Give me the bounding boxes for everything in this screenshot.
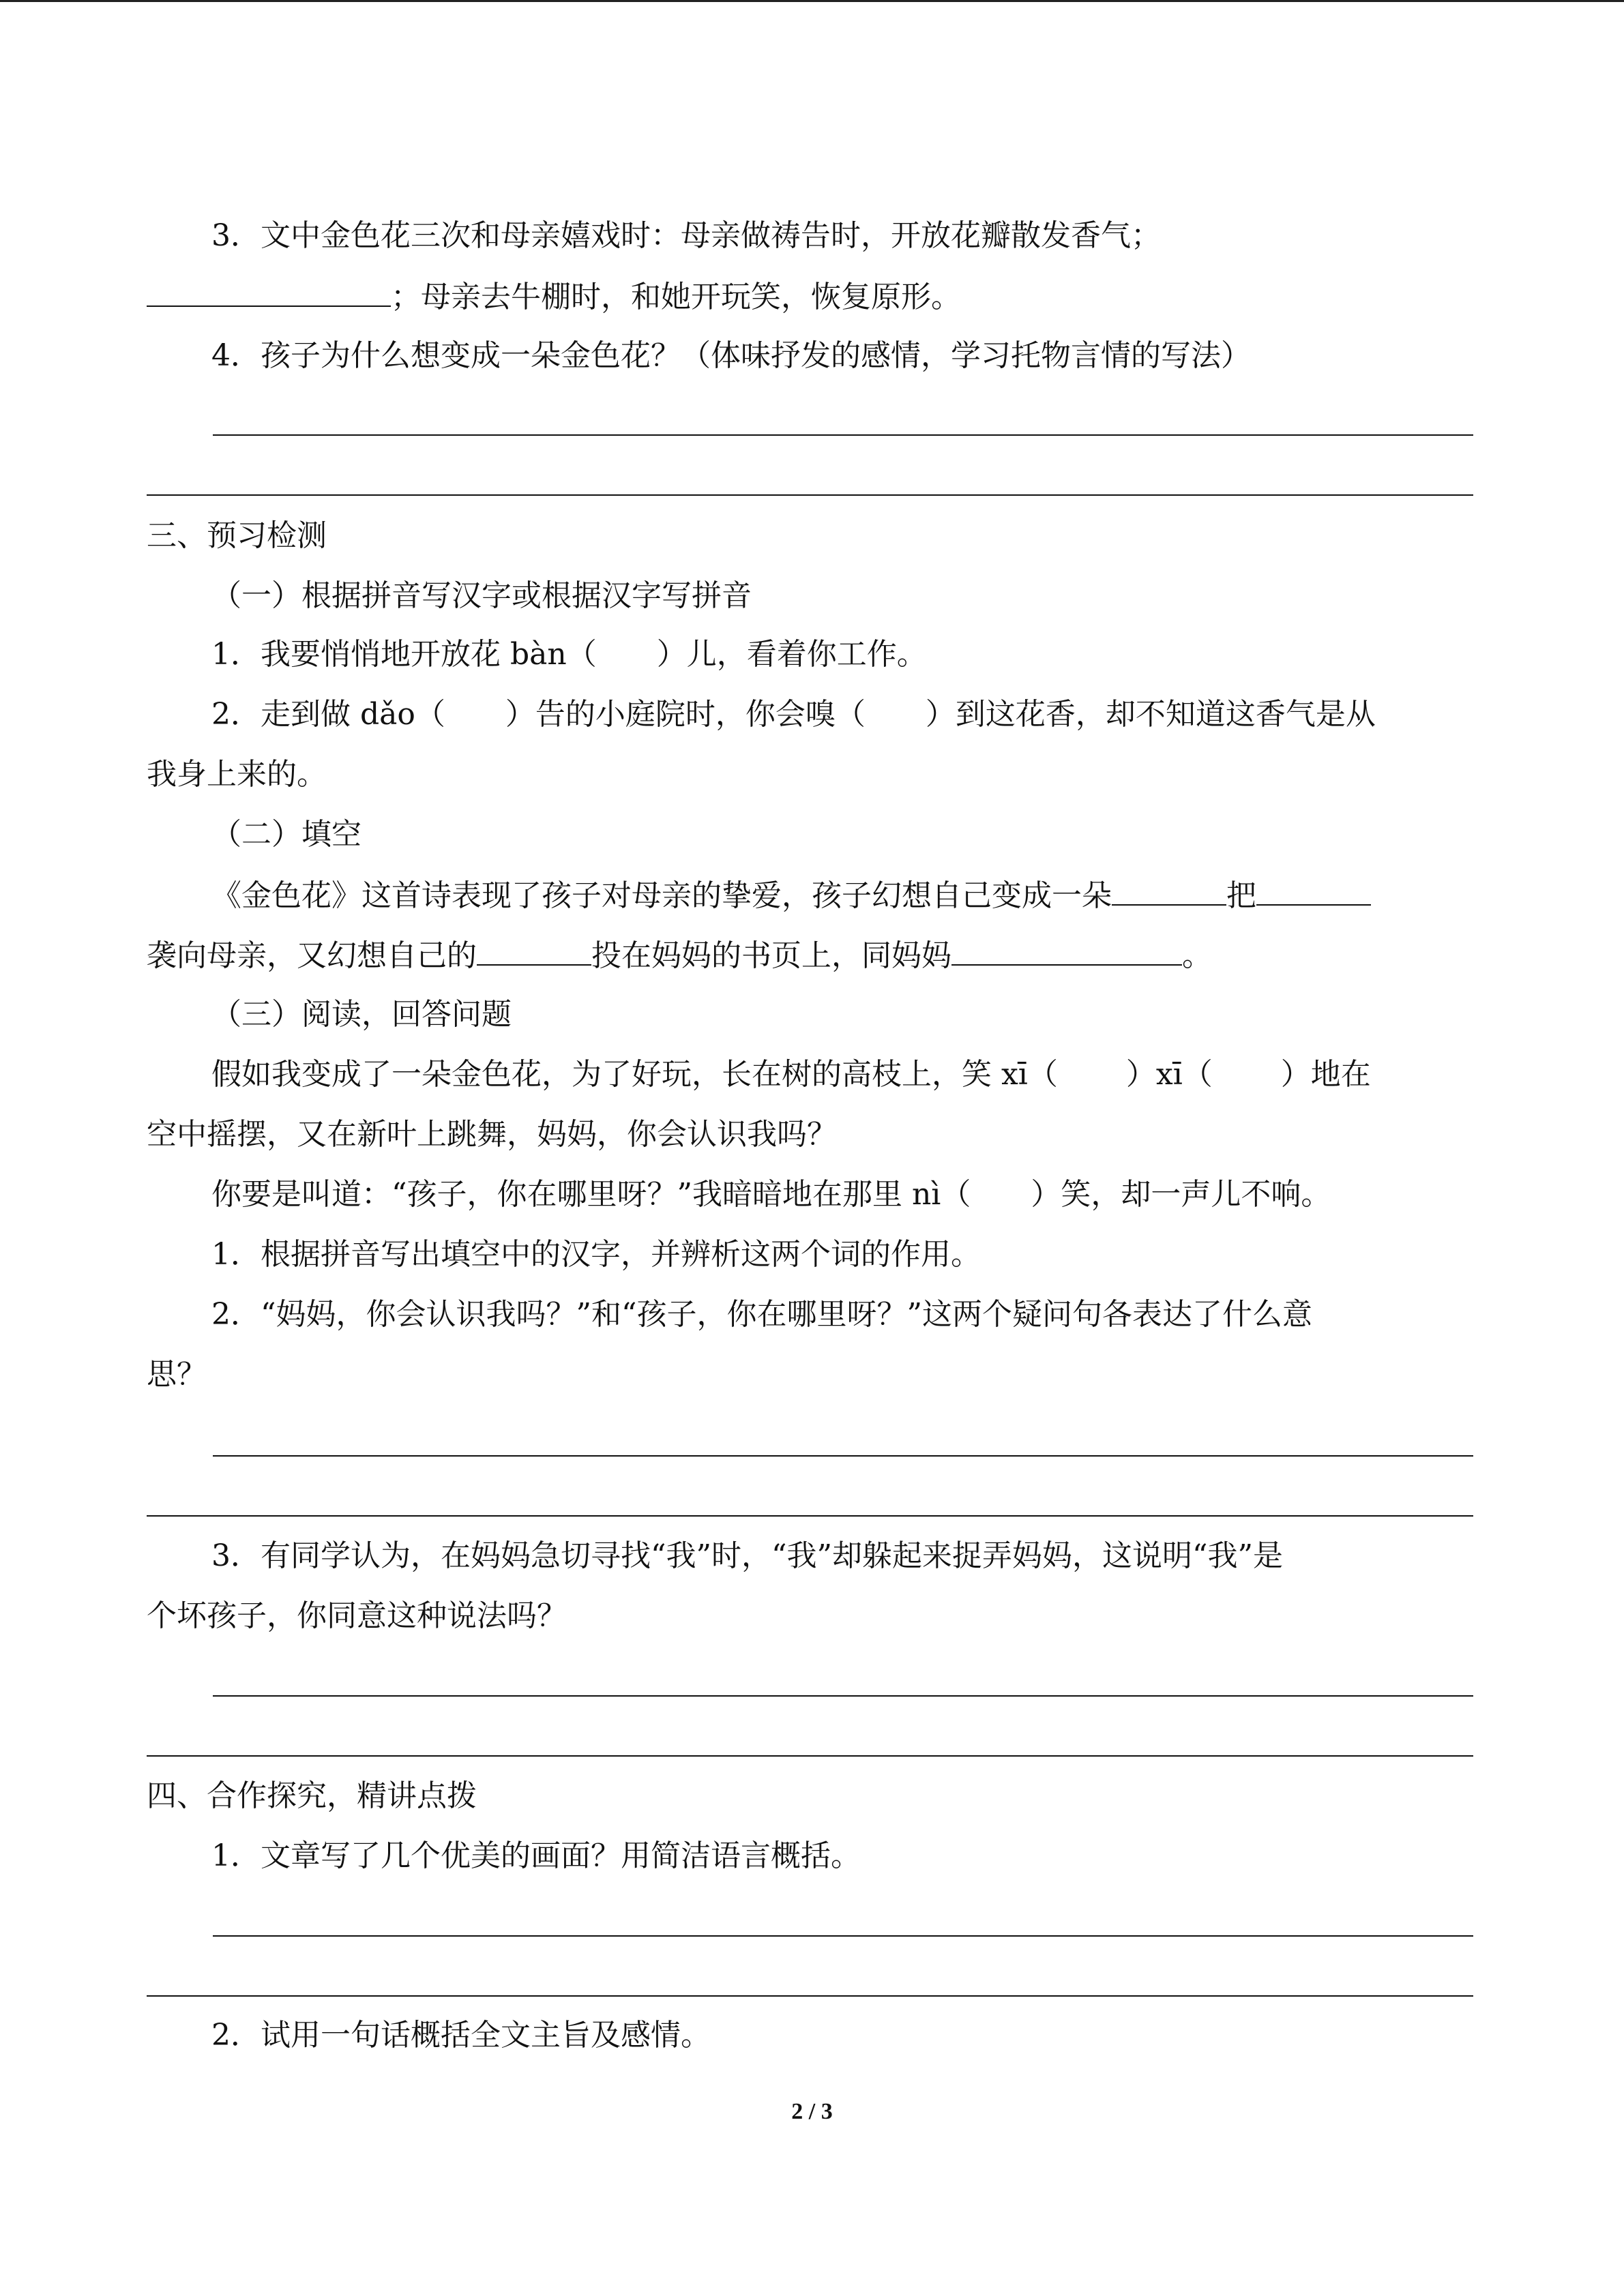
answer-blank[interactable]	[951, 934, 1182, 966]
q3-line2: ；母亲去牛棚时，和她开玩笑，恢复原形。	[147, 275, 1477, 318]
answer-line[interactable]	[213, 1935, 1473, 1937]
section4-q2: 2．试用一句话概括全文主旨及感情。	[211, 2018, 711, 2053]
q3-line1: 3．文中金色花三次和母亲嬉戏时：母亲做祷告时，开放花瓣散发香气；	[211, 218, 1161, 253]
reading-line3: 你要是叫道：“孩子，你在哪里呀？”我暗暗地在那里 nì（ ）笑，却一声儿不响。	[211, 1177, 1331, 1212]
section3-sub2: （二）填空	[211, 817, 361, 852]
answer-line[interactable]	[147, 1515, 1473, 1517]
answer-blank[interactable]	[1256, 874, 1371, 906]
answer-blank[interactable]	[1112, 874, 1226, 906]
answer-blank[interactable]	[147, 275, 391, 307]
pinyin-q1: 1．我要悄悄地开放花 bàn（ ）儿，看着你工作。	[211, 637, 927, 672]
section3-sub3: （三）阅读，回答问题	[211, 997, 512, 1032]
section3-heading: 三、预习检测	[147, 518, 327, 553]
reading-q3-line2: 个坏孩子，你同意这种说法吗？	[147, 1598, 567, 1633]
fill-line1: 《金色花》这首诗表现了孩子对母亲的挚爱，孩子幻想自己变成一朵 把	[211, 874, 1477, 916]
answer-line[interactable]	[213, 1695, 1473, 1697]
pinyin-q2-line2: 我身上来的。	[147, 757, 327, 792]
pinyin-q2-line1: 2．走到做 dǎo（ ）告的小庭院时，你会嗅（ ）到这花香，却不知道这香气是从	[211, 697, 1376, 732]
q4-line: 4．孩子为什么想变成一朵金色花？（体味抒发的感情，学习托物言情的写法）	[211, 338, 1251, 373]
answer-line[interactable]	[213, 434, 1473, 436]
reading-line1: 假如我变成了一朵金色花，为了好玩，长在树的高枝上，笑 xī（ ）xī（ ）地在	[211, 1057, 1371, 1092]
answer-line[interactable]	[213, 1455, 1473, 1457]
answer-line[interactable]	[147, 494, 1473, 496]
section3-sub1: （一）根据拼音写汉字或根据汉字写拼音	[211, 578, 752, 613]
fill-line2: 袭向母亲，又幻想自己的 投在妈妈的书页上，同妈妈 。	[147, 934, 1477, 976]
top-border	[0, 0, 1624, 2]
page-number: 2 / 3	[791, 2099, 833, 2124]
reading-q2-line1: 2．“妈妈，你会认识我吗？”和“孩子，你在哪里呀？”这两个疑问句各表达了什么意	[211, 1297, 1312, 1332]
answer-blank[interactable]	[477, 934, 591, 966]
section4-q1: 1．文章写了几个优美的画面？用简洁语言概括。	[211, 1838, 861, 1873]
answer-line[interactable]	[147, 1755, 1473, 1757]
reading-line2: 空中摇摆，又在新叶上跳舞，妈妈，你会认识我吗？	[147, 1117, 837, 1152]
answer-line[interactable]	[147, 1995, 1473, 1997]
reading-q2-line2: 思？	[147, 1357, 207, 1392]
section4-heading: 四、合作探究，精讲点拨	[147, 1778, 477, 1813]
reading-q1: 1．根据拼音写出填空中的汉字，并辨析这两个词的作用。	[211, 1237, 981, 1272]
reading-q3-line1: 3．有同学认为，在妈妈急切寻找“我”时，“我”却躲起来捉弄妈妈，这说明“我”是	[211, 1538, 1283, 1573]
